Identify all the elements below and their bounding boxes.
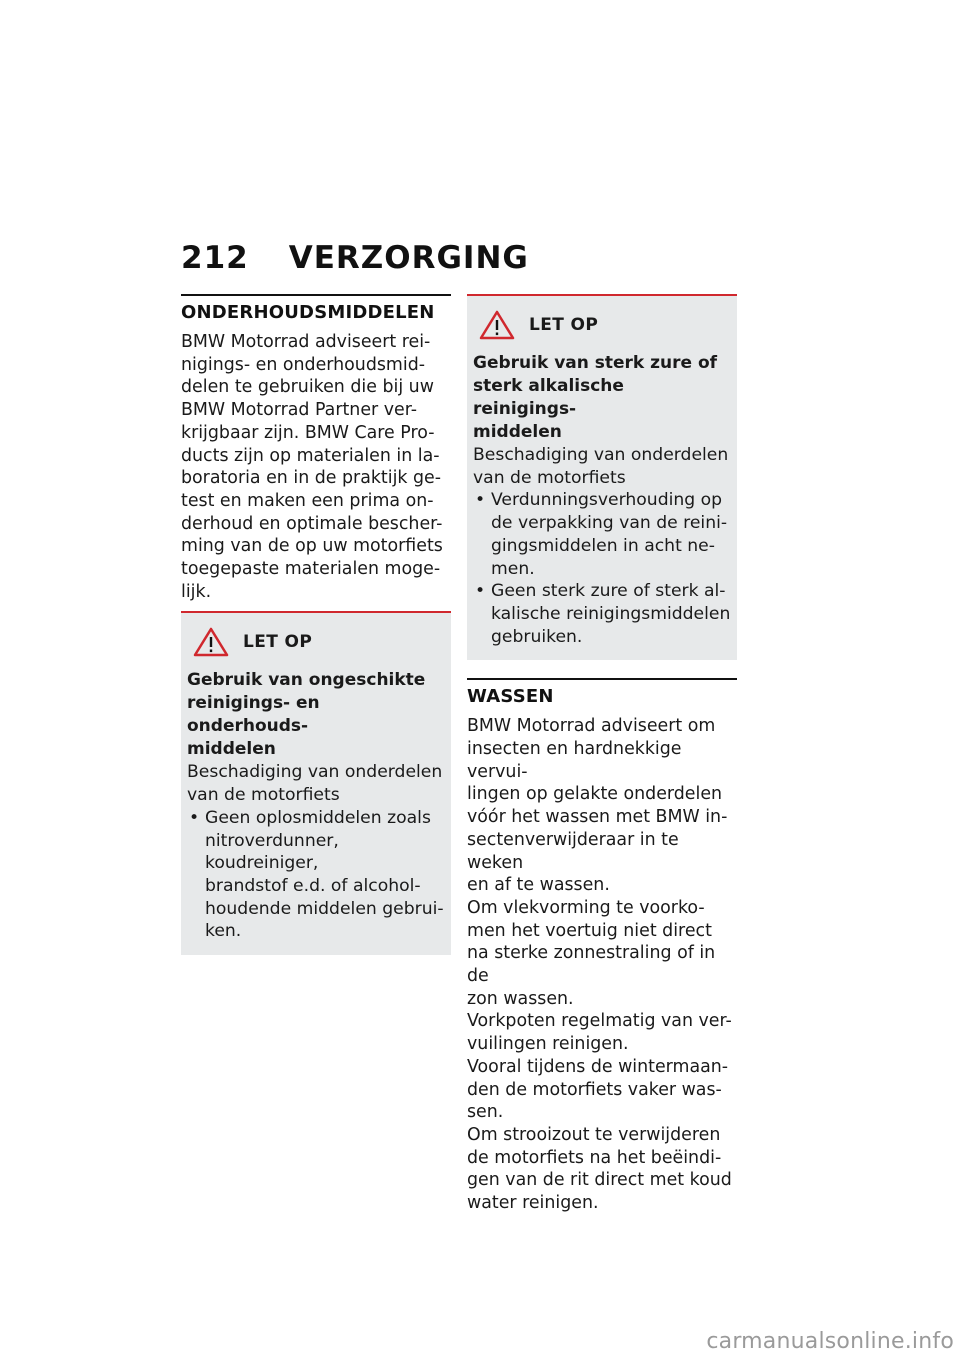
text-line: Om vlekvorming te voorko- [467,897,705,918]
consequence-line: van de motorfiets [187,785,340,806]
warning-title-line: Gebruik van ongeschikte [187,670,426,691]
page-number: 212 [181,240,249,276]
text-line: insecten en hardnekkige vervui- [467,739,682,782]
warning-box [467,294,737,660]
bullet-line: • Verdunningsverhouding op [491,490,723,511]
warning-consequence [473,444,731,489]
text-line: en af te wassen. [467,875,610,896]
warning-title-line: middelen [473,422,562,442]
text-line: Vooral tijdens de wintermaan- [467,1056,729,1077]
warning-box [181,611,451,955]
text-line: gen van de rit direct met koud [467,1170,732,1191]
bullet-line: men. [491,558,535,579]
text-line: derhoud en optimale bescher- [181,513,443,534]
text-line: toegepaste materialen moge- [181,559,441,580]
warning-label: LET OP [529,315,599,335]
warning-bullets [473,489,731,648]
bullet-line: gebruiken. [491,626,583,647]
bullet-item [473,489,731,580]
bullet-line: houdende middelen gebrui- [205,898,444,919]
text-line: BMW Motorrad adviseert om [467,716,716,737]
onderhoudsmiddelen-text [181,331,451,603]
bullet-line: kalische reinigingsmiddelen [491,603,731,624]
text-line: zon wassen. [467,988,574,1009]
text-line: den de motorfiets vaker was- [467,1079,722,1100]
text-line: delen te gebruiken die bij uw [181,377,434,398]
warning-header [193,627,445,657]
bullet-line: • Geen oplosmiddelen zoals [205,807,431,828]
wassen-text [467,715,737,1214]
text-line: BMW Motorrad Partner ver- [181,400,418,421]
text-line: ming van de op uw motorfiets [181,536,443,557]
consequence-line: van de motorfiets [473,467,626,488]
warning-title [187,669,445,761]
warning-title-line: middelen [187,739,276,760]
warning-header [479,310,731,340]
text-line: de motorfiets na het beëindi- [467,1147,722,1168]
section-title-onderhoudsmiddelen: ONDERHOUDSMIDDELEN [181,302,435,323]
text-line: test en maken een prima on- [181,490,434,511]
text-line: ducts zijn op materialen in la- [181,445,440,466]
text-line: lijk. [181,581,212,602]
consequence-line: Beschadiging van onderdelen [473,445,729,465]
bullet-line: ken. [205,921,242,942]
section-divider [467,678,737,680]
bullet-line: brandstof e.d. of alcohol- [205,875,421,896]
text-line: water reinigen. [467,1193,599,1214]
warning-bullets [187,807,445,943]
text-line: BMW Motorrad adviseert rei- [181,332,431,352]
left-column [181,294,451,955]
consequence-line: Beschadiging van onderdelen [187,762,443,783]
page-header [181,240,529,276]
warning-triangle-icon [479,310,515,340]
text-line: lingen op gelakte onderdelen [467,784,723,805]
bullet-line: • Geen sterk zure of sterk al- [491,581,726,602]
warning-title-line: Gebruik van sterk zure of [473,353,718,373]
text-line: vóór het wassen met BMW in- [467,807,728,828]
warning-label: LET OP [243,632,313,653]
text-line: Om strooizout te verwijderen [467,1124,721,1145]
warning-consequence [187,761,445,806]
warning-title [473,352,731,444]
watermark: carmanualsonline.info [706,1329,954,1354]
right-column [467,294,737,1215]
warning-title-line: sterk alkalische reinigings- [473,376,624,419]
text-line: Vorkpoten regelmatig van ver- [467,1011,732,1032]
text-line: sen. [467,1102,504,1123]
text-line: boratoria en in de praktijk ge- [181,468,442,489]
text-line: men het voertuig niet direct [467,920,712,941]
chapter-title: VERZORGING [288,240,529,276]
bullet-line: de verpakking van de reini- [491,513,728,534]
warning-title-line: reinigings- en onderhouds- [187,693,320,737]
bullet-item [187,807,445,943]
warning-triangle-icon [193,627,229,657]
text-line: nigings- en onderhoudsmid- [181,354,426,375]
text-line: vuilingen reinigen. [467,1034,629,1055]
bullet-line: nitroverdunner, koudreiniger, [205,830,339,874]
text-line: sectenverwijderaar in te weken [467,829,679,873]
bullet-item [473,580,731,648]
bullet-line: gingsmiddelen in acht ne- [491,535,715,556]
text-line: na sterke zonnestraling of in de [467,943,716,987]
text-line: krijgbaar zijn. BMW Care Pro- [181,422,435,443]
section-title-wassen: WASSEN [467,686,554,708]
section-divider [181,294,451,296]
